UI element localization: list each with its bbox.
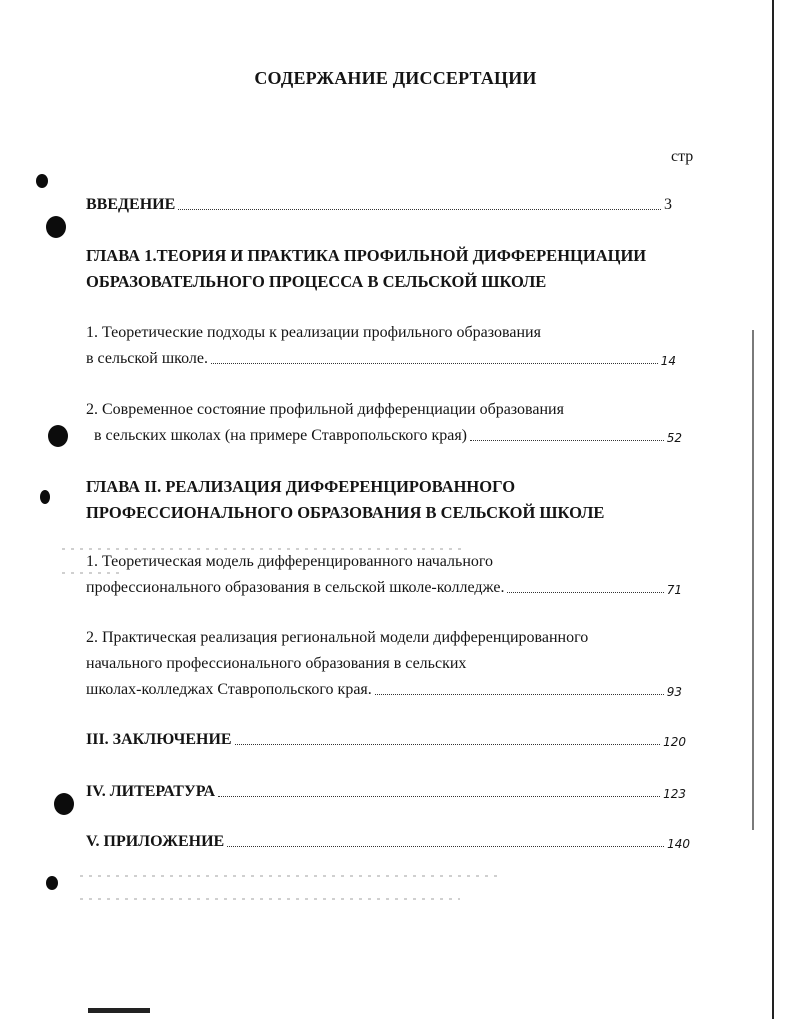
dot-leader bbox=[218, 796, 660, 797]
toc-entry-section bbox=[86, 681, 682, 699]
punch-hole-mark bbox=[54, 793, 74, 815]
dot-leader bbox=[227, 846, 664, 847]
dot-leader bbox=[178, 209, 661, 210]
toc-entry-intro bbox=[86, 196, 672, 214]
dot-leader bbox=[375, 694, 664, 695]
toc-section-title: школах-колледжах Ставропольского края. bbox=[86, 681, 372, 698]
chapter-heading: ГЛАВА II. РЕАЛИЗАЦИЯ ДИФФЕРЕНЦИРОВАННОГО bbox=[86, 477, 516, 496]
handwritten-page-number: 52 bbox=[666, 431, 682, 445]
toc-section-title: в сельских школах (на примере Ставропольского края) bbox=[94, 427, 467, 444]
toc-entry-appendix bbox=[86, 833, 690, 851]
toc-entry-label: ВВЕДЕНИЕ bbox=[86, 196, 176, 213]
toc-entry-label: III. ЗАКЛЮЧЕНИЕ bbox=[86, 731, 232, 748]
chapter-heading: ОБРАЗОВАТЕЛЬНОГО ПРОЦЕССА В СЕЛЬСКОЙ ШКОЛЕ bbox=[86, 272, 547, 291]
punch-hole-mark bbox=[36, 174, 48, 188]
punch-hole-mark bbox=[46, 876, 58, 890]
toc-section-title: 1. Теоретическая модель дифференцированного начального bbox=[86, 553, 494, 570]
chapter-heading: ПРОФЕССИОНАЛЬНОГО ОБРАЗОВАНИЯ В СЕЛЬСКОЙ ШКОЛЕ bbox=[86, 503, 605, 522]
toc-entry-label: IV. ЛИТЕРАТУРА bbox=[86, 783, 215, 800]
toc-entry-literature bbox=[86, 783, 686, 801]
toc-section-title: 2. Практическая реализация региональной модели дифференцированного bbox=[86, 629, 589, 646]
scan-noise bbox=[80, 898, 460, 900]
punch-hole-mark bbox=[40, 490, 50, 504]
dot-leader bbox=[211, 363, 658, 364]
page-column-label: стр bbox=[671, 148, 694, 165]
dot-leader bbox=[507, 592, 663, 593]
punch-hole-mark bbox=[46, 216, 66, 238]
scan-noise bbox=[62, 572, 122, 574]
toc-section-title: 2. Современное состояние профильной дифференциации образования bbox=[86, 401, 564, 418]
handwritten-page-number: 123 bbox=[663, 787, 686, 801]
toc-entry-section bbox=[86, 579, 682, 597]
dot-leader bbox=[235, 744, 661, 745]
chapter-heading: ГЛАВА 1.ТЕОРИЯ И ПРАКТИКА ПРОФИЛЬНОЙ ДИФФЕРЕНЦИАЦИИ bbox=[86, 246, 647, 265]
page-edge-line bbox=[772, 0, 774, 1019]
dot-leader bbox=[470, 440, 664, 441]
toc-section-title: начального профессионального образования в сельских bbox=[86, 655, 467, 672]
scan-noise bbox=[62, 548, 462, 550]
toc-section-title: 1. Теоретические подходы к реализации профильного образования bbox=[86, 324, 541, 341]
toc-entry-conclusion bbox=[86, 731, 686, 749]
scan-streak bbox=[752, 330, 754, 830]
page-title: СОДЕРЖАНИЕ ДИССЕРТАЦИИ bbox=[254, 68, 537, 88]
handwritten-page-number: 93 bbox=[666, 685, 682, 699]
toc-entry-label: V. ПРИЛОЖЕНИЕ bbox=[86, 833, 225, 850]
handwritten-page-number: 71 bbox=[666, 583, 682, 597]
toc-section-title: профессионального образования в сельской школе-колледже. bbox=[86, 579, 505, 596]
toc-section-title: в сельской школе. bbox=[86, 350, 209, 367]
handwritten-page-number: 120 bbox=[663, 735, 686, 749]
toc-entry-section bbox=[86, 350, 676, 368]
scan-noise bbox=[80, 875, 500, 877]
handwritten-page-number: 140 bbox=[667, 837, 690, 851]
toc-page-number: 3 bbox=[664, 196, 672, 213]
handwritten-page-number: 14 bbox=[660, 354, 676, 368]
punch-hole-mark bbox=[48, 425, 68, 447]
toc-entry-section bbox=[94, 427, 682, 445]
scan-smudge bbox=[88, 1008, 150, 1013]
